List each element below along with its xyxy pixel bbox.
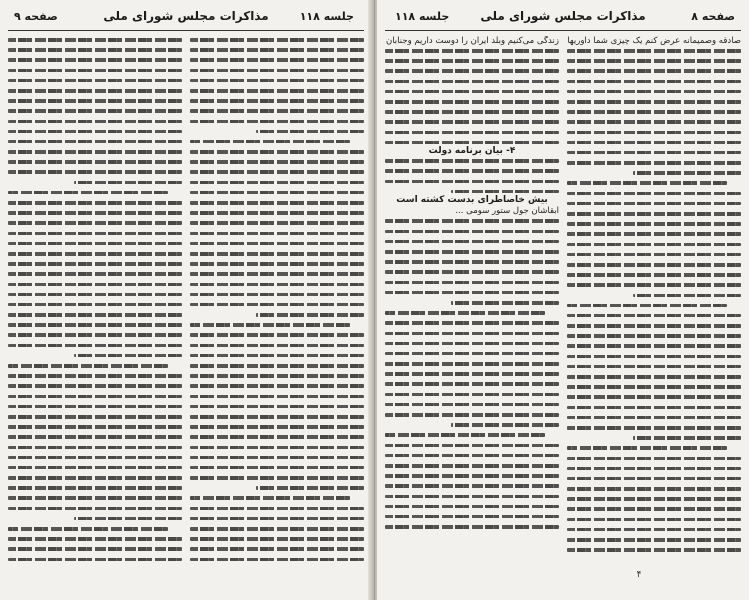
text-line	[451, 301, 559, 305]
right-page-header	[385, 8, 741, 31]
text-line	[8, 303, 182, 307]
text-line	[8, 191, 168, 195]
text-line	[190, 527, 364, 531]
right-page	[377, 0, 749, 600]
left-page	[0, 0, 372, 600]
right-page-title: مذاکرات مجلس شورای ملی	[480, 9, 646, 23]
text-line	[190, 211, 364, 215]
text-line	[256, 313, 364, 317]
text-line	[190, 283, 364, 287]
text-line	[633, 294, 741, 298]
text-line	[190, 466, 364, 470]
text-line	[190, 384, 364, 388]
right-page-columns	[385, 36, 741, 592]
text-line	[8, 435, 182, 439]
text-line	[74, 181, 182, 185]
text-line	[567, 487, 741, 491]
text-line	[190, 79, 364, 83]
text-line	[74, 517, 182, 521]
text-line	[385, 342, 559, 346]
text-line	[385, 444, 559, 448]
text-line	[385, 362, 559, 366]
text-line	[8, 384, 182, 388]
text-line	[385, 393, 559, 397]
text-line	[190, 58, 364, 62]
text-line	[385, 291, 559, 295]
text-line	[8, 232, 182, 236]
text-line	[190, 262, 364, 266]
text-line	[190, 425, 364, 429]
text-line	[567, 232, 741, 236]
text-line	[8, 425, 182, 429]
text-line	[567, 253, 741, 257]
left-page-session: جلسه ۱۱۸	[299, 10, 354, 23]
text-line	[8, 395, 182, 399]
text-line	[567, 181, 727, 185]
text-line	[190, 517, 364, 521]
left-page-columns	[8, 36, 364, 592]
text-line	[385, 332, 559, 336]
text-line	[567, 141, 741, 145]
text-line	[190, 201, 364, 205]
text-line	[567, 344, 741, 348]
text-line	[385, 413, 559, 417]
text-line	[190, 303, 364, 307]
text-line	[190, 69, 364, 73]
text-line	[451, 423, 559, 427]
text-line	[385, 90, 559, 94]
text-line	[8, 160, 182, 164]
text-line	[190, 99, 364, 103]
text-line	[8, 99, 182, 103]
text-line	[8, 170, 182, 174]
left-page-column-right	[190, 36, 364, 592]
text-line	[567, 59, 741, 63]
text-line	[385, 352, 559, 356]
paragraph-opening: صادقه وصمیمانه عرض کنم یک چیزی شما داوریها	[567, 36, 741, 46]
text-line	[8, 415, 182, 419]
text-line	[385, 372, 559, 376]
text-line	[8, 262, 182, 266]
text-line	[567, 334, 741, 338]
text-line	[451, 190, 559, 194]
text-line	[567, 263, 741, 267]
text-line	[567, 538, 741, 542]
text-line	[8, 283, 182, 287]
text-line	[190, 160, 364, 164]
text-block	[8, 36, 182, 561]
text-line	[567, 131, 741, 135]
text-line	[8, 537, 182, 541]
text-line	[190, 558, 364, 562]
text-line	[567, 49, 741, 53]
text-line	[567, 375, 741, 379]
text-line	[8, 293, 182, 297]
text-block	[567, 47, 741, 552]
text-line	[190, 537, 364, 541]
text-line	[567, 365, 741, 369]
text-line	[385, 100, 559, 104]
text-line	[8, 456, 182, 460]
text-line	[567, 518, 741, 522]
text-line	[190, 89, 364, 93]
text-line	[385, 80, 559, 84]
text-line	[190, 344, 364, 348]
text-line	[190, 374, 364, 378]
text-line	[567, 406, 741, 410]
text-line	[385, 141, 559, 145]
text-line	[385, 260, 559, 264]
text-line	[8, 374, 182, 378]
text-line	[567, 161, 741, 165]
text-line	[190, 242, 364, 246]
text-line	[8, 333, 182, 337]
text-line	[567, 222, 741, 226]
text-line	[8, 507, 182, 511]
right-page-column-left	[385, 36, 559, 592]
text-line	[8, 69, 182, 73]
text-line	[385, 454, 559, 458]
text-line	[8, 252, 182, 256]
text-line	[567, 90, 741, 94]
text-line	[190, 109, 364, 113]
text-line	[256, 486, 364, 490]
text-line	[567, 283, 741, 287]
text-line	[567, 416, 741, 420]
text-line	[567, 355, 741, 359]
text-line	[567, 304, 727, 308]
text-line	[190, 354, 364, 358]
text-line	[190, 364, 364, 368]
text-line	[567, 385, 741, 389]
text-line	[567, 477, 741, 481]
text-line	[567, 446, 727, 450]
text-line	[190, 232, 364, 236]
text-line	[385, 69, 559, 73]
text-line	[385, 403, 559, 407]
text-line	[567, 243, 741, 247]
text-line	[385, 484, 559, 488]
text-block	[385, 47, 559, 144]
text-line	[567, 100, 741, 104]
left-page-column-left	[8, 36, 182, 592]
text-line	[256, 130, 364, 134]
text-line	[567, 151, 741, 155]
text-line	[567, 528, 741, 532]
text-line	[385, 159, 559, 163]
text-line	[8, 221, 182, 225]
text-line	[190, 405, 364, 409]
text-line	[385, 120, 559, 124]
text-line	[8, 405, 182, 409]
text-line	[385, 311, 545, 315]
text-line	[190, 507, 364, 511]
section-subline: ابقاشان جول ستور سومی ...	[455, 206, 559, 217]
text-line	[190, 170, 364, 174]
text-line	[567, 395, 741, 399]
text-line	[385, 270, 559, 274]
text-line	[8, 272, 182, 276]
text-line	[190, 435, 364, 439]
text-line	[190, 221, 364, 225]
text-line	[8, 547, 182, 551]
text-line	[8, 476, 182, 480]
text-block	[385, 157, 559, 193]
text-block	[385, 217, 559, 528]
text-line	[8, 211, 182, 215]
text-line	[8, 558, 182, 562]
text-line	[8, 323, 182, 327]
text-block	[190, 36, 364, 561]
text-line	[8, 150, 182, 154]
text-line	[567, 120, 741, 124]
text-line	[385, 321, 559, 325]
text-line	[567, 69, 741, 73]
text-line	[385, 110, 559, 114]
text-line	[8, 109, 182, 113]
text-line	[567, 467, 741, 471]
text-line	[567, 507, 741, 511]
text-line	[385, 240, 559, 244]
text-line	[385, 219, 559, 223]
text-line	[385, 59, 559, 63]
text-line	[567, 273, 741, 277]
text-line	[190, 446, 364, 450]
text-line	[385, 505, 559, 509]
text-line	[190, 120, 364, 124]
text-line	[190, 323, 350, 327]
left-page-header	[8, 8, 364, 31]
text-line	[190, 48, 364, 52]
text-line	[385, 131, 559, 135]
text-line	[567, 314, 741, 318]
text-line	[567, 457, 741, 461]
page-footer-mark: ۴	[636, 570, 642, 580]
text-line	[8, 120, 182, 124]
text-line	[190, 415, 364, 419]
left-page-title: مذاکرات مجلس شورای ملی	[103, 9, 269, 23]
text-line	[190, 456, 364, 460]
text-line	[190, 496, 350, 500]
text-line	[190, 476, 364, 480]
text-line	[567, 426, 741, 430]
text-line	[8, 38, 182, 42]
left-page-number: صفحه ۹	[14, 10, 58, 23]
text-line	[8, 486, 182, 490]
text-line	[190, 191, 364, 195]
text-line	[567, 548, 741, 552]
section-heading: بیش خاصاطرای بدست کشته است	[396, 195, 548, 206]
text-line	[385, 49, 559, 53]
text-line	[567, 212, 741, 216]
text-line	[8, 496, 182, 500]
text-line	[567, 202, 741, 206]
text-line	[567, 324, 741, 328]
text-line	[190, 252, 364, 256]
text-line	[190, 140, 350, 144]
text-line	[8, 201, 182, 205]
text-line	[190, 333, 364, 337]
text-line	[8, 140, 182, 144]
text-line	[567, 497, 741, 501]
text-line	[8, 344, 182, 348]
text-line	[633, 171, 741, 175]
text-line	[385, 474, 559, 478]
text-line	[385, 382, 559, 386]
text-line	[385, 281, 559, 285]
text-line	[633, 436, 741, 440]
text-line	[8, 527, 168, 531]
text-line	[385, 464, 559, 468]
text-line	[8, 446, 182, 450]
right-page-number: صفحه ۸	[691, 10, 735, 23]
right-page-session: جلسه ۱۱۸	[395, 10, 450, 23]
text-line	[8, 130, 182, 134]
text-line	[385, 169, 559, 173]
text-line	[385, 495, 559, 499]
text-line	[385, 250, 559, 254]
text-line	[8, 242, 182, 246]
text-line	[8, 313, 182, 317]
text-line	[8, 48, 182, 52]
text-line	[190, 38, 364, 42]
text-line	[74, 354, 182, 358]
text-line	[190, 272, 364, 276]
paragraph-opening: زندگی می‌کنیم وبلد ایران را دوست داریم وجنابان	[385, 36, 559, 46]
text-line	[385, 515, 559, 519]
text-line	[385, 525, 559, 529]
text-line	[385, 230, 559, 234]
text-line	[8, 79, 182, 83]
text-line	[8, 466, 182, 470]
text-line	[385, 433, 545, 437]
text-line	[385, 180, 559, 184]
text-line	[190, 395, 364, 399]
text-line	[567, 192, 741, 196]
text-line	[190, 293, 364, 297]
text-line	[567, 80, 741, 84]
text-line	[8, 89, 182, 93]
text-line	[190, 181, 364, 185]
right-page-column-right	[567, 36, 741, 592]
text-line	[567, 110, 741, 114]
text-line	[190, 547, 364, 551]
text-line	[8, 58, 182, 62]
text-line	[190, 150, 364, 154]
section-heading: ۴- بیان برنامه دولت	[428, 146, 516, 157]
text-line	[8, 364, 168, 368]
